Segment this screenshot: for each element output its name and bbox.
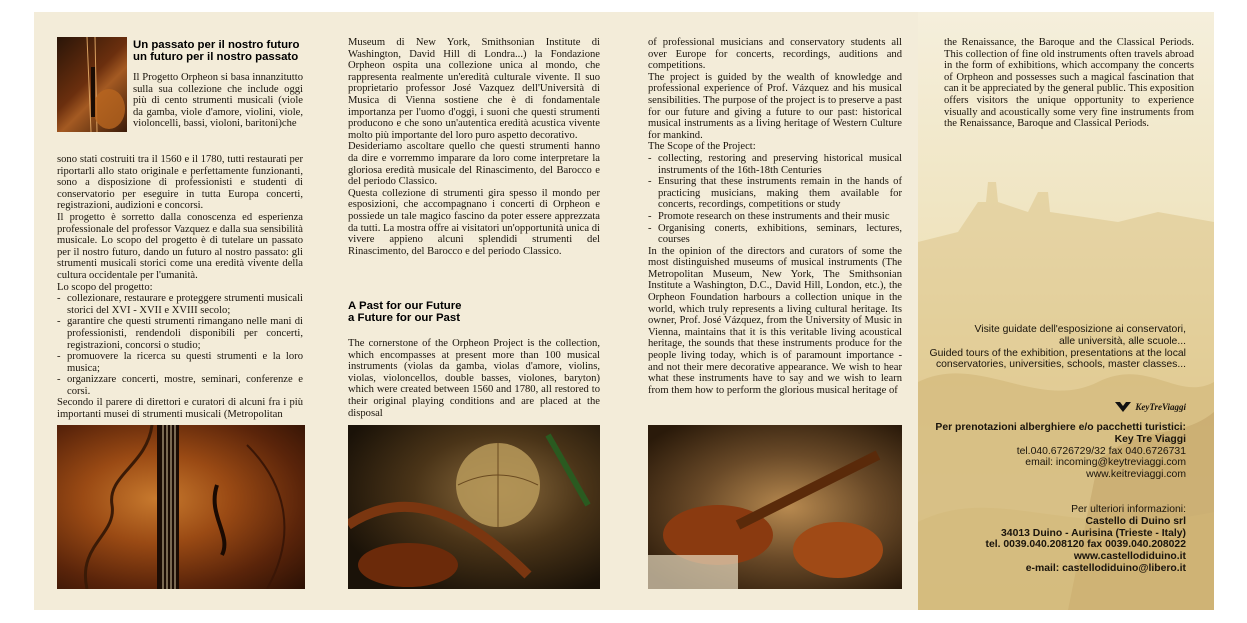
text-column — [57, 154, 303, 421]
tours-line: alle università, alle scuole... — [1058, 335, 1186, 347]
violin-photo — [57, 425, 305, 589]
logo-mark-icon — [1115, 402, 1131, 412]
logo-text: KeyTreViaggi — [1135, 402, 1186, 412]
paragraph: Questa collezione di strumenti gira spesso il mondo per esposizioni, che accompagnano i concerti di Orpheon e possiede un tale magico fascino da poter essere apprezzata da tutti. La mostra offre ai visitatori un'opportunità unica di vivere appieno alcuni splendidi strumenti del Rinascimento, del Barocco e del periodo Classico. — [348, 187, 600, 257]
heading-english — [348, 300, 600, 324]
paragraph: sono stati costruiti tra il 1560 e il 1780, tutti restaurati per riportarli allo stato originale e perfettamente funzionanti, sono a disposizione di professionisti e studenti di conservatorio per eseguire in tutta Europa concerti, registrazioni, audizioni e concorsi. — [57, 154, 303, 212]
list-item: - Ensuring that these instruments remain in the hands of practicing musicians, making them available for concerts, recordings, competitions or study — [648, 176, 902, 211]
panel-contacts — [918, 12, 1214, 610]
heading-line-2: un futuro per il nostro passato — [133, 51, 299, 63]
text-column — [648, 37, 902, 396]
booking-title: Per prenotazioni alberghiere e/o pacchetti turistici: — [935, 422, 1186, 433]
scope-list — [648, 153, 902, 246]
paragraph: Desideriamo ascoltare quello che questi strumenti hanno da dire e vorremmo imparare da loro come interpretare la gloriosa eredità musicale del Rinascimento, del Barocco e del periodo Classico. — [348, 141, 600, 188]
list-item: - garantire che questi strumenti rimangano nelle mani di professionisti, rendendoli disponibili per concerti, registrazioni, concorsi o studio; — [57, 316, 303, 351]
booking-name: Key Tre Viaggi — [1114, 433, 1186, 445]
booking-info — [916, 422, 1186, 481]
list-item: - organizzare concerti, mostre, seminari, conferenze e corsi. — [57, 374, 303, 397]
booking-website[interactable]: www.keitreviaggi.com — [1086, 469, 1186, 481]
info-website[interactable]: www.castellodiduino.it — [1073, 551, 1186, 563]
paragraph: of professional musicians and conservatory students all over Europe for concerts, recordings, auditions and competitions. — [648, 37, 902, 72]
violin-thumbnail — [57, 37, 127, 132]
key-tre-viaggi-logo — [1115, 402, 1186, 412]
list-item: - Organising conerts, exhibitions, seminars, lectures, courses — [648, 223, 902, 246]
castle-info — [916, 504, 1186, 575]
paragraph: Il progetto è sorretto dalla conoscenza ed esperienza professionale del professor Vazquez e dalla sua sensibilità musicale. Lo scopo del progetto è di tutelare un passato per il nostro futuro, dando un futuro al nostro passato: gli strumenti musicali storici come una eredità vivente della cultura occidentale per l'umanità. — [57, 211, 303, 281]
list-item: - Promote research on these instruments and their music — [648, 211, 902, 223]
booking-email[interactable]: email: incoming@keytreviaggi.com — [1025, 457, 1186, 469]
heading-line-1: A Past for our Future — [348, 300, 462, 312]
intro-paragraph: Il Progetto Orpheon si basa innanzitutto sulla sua collezione che include oggi più di cento strumenti musicali (viole da gamba, viole d'amore, violini, viole, violoncelli, bassi, violoni, baritoni)che — [133, 72, 303, 130]
scope-title: The Scope of the Project: — [648, 141, 756, 153]
heading-line-2: a Future for our Past — [348, 312, 461, 324]
paragraph: Museum di New York, Smithsonian Institute di Washington, David Hill di Londra...) la Fondazione Orpheon ospita una collezione unica al mondo, che rappresenta realmente un'eredità culturale vivente. Il suo proprietario professor José Vazquez dell'Università di Musica di Vienna sostiene che è di fondamentale importanza per l'uomo d'oggi, i suoni che questi strumenti producono e che sono un'autentica eredità acustica vivente molto più importante del loro puro aspetto decorativo. — [348, 37, 600, 141]
tours-line: Guided tours of the exhibition, presentations at the local — [929, 347, 1186, 359]
booking-phone: tel.040.6726729/32 fax 040.6726731 — [1016, 445, 1186, 457]
paragraph: In the opinion of the directors and curators of some the most distinguished museums of musical instruments (The Metropolitan Museum, New York, The Smithsonian Institute a Washington, D.C., David Hill, London, etc.), the Orpheon Foundation harbours a collection unique in the world, which truly represents a living cultural heritage. Its owner, Prof. José Vázquez, from the University of Music in Vienna, maintains that it is this veritable living acoustical heritage, the sounds that these instruments produce for the people living today, which is of paramount importance - and not their mere decorative appearance. We wish to hear what these instruments have to say and we wish to learn from them how to perform the glorious musical heritage of — [648, 245, 902, 396]
guided-tours — [916, 324, 1186, 371]
list-item: - collezionare, restaurare e proteggere strumenti musicali storici del XVI - XVII e XVIII secolo; — [57, 293, 303, 316]
text-column — [348, 37, 600, 257]
paragraph: Secondo il parere di direttori e curatori di alcuni fra i più importanti musei di strumenti musicali (Metropolitan — [57, 397, 303, 421]
info-address: 34013 Duino - Aurisina (Trieste - Italy) — [1001, 527, 1186, 539]
english-paragraph: The cornerstone of the Orpheon Project is the collection, which encompasses at present more than 100 musical instruments (violas da gamba, violas d'amore, violins, violas, violoncellos, double basses, violones, baryton) which were created between 1560 and 1780, all restored to their original playing conditions and are placed at the disposal — [348, 338, 600, 419]
info-phone: tel. 0039.040.208120 fax 0039.040.208022 — [985, 539, 1186, 551]
tours-line: conservatories, universities, schools, master classes... — [935, 359, 1186, 371]
paragraph: The project is guided by the wealth of knowledge and professional experience of Prof. Vázquez and his musical sensibilities. The purpose of the project is to preserve a past for our future and giving a future to our past: historical musical instruments as a living heritage of Western Culture for mankind. — [648, 71, 902, 141]
lute-instruments-photo — [648, 425, 902, 589]
panel-english — [622, 12, 918, 610]
scope-list — [57, 293, 303, 397]
globe-instruments-photo — [348, 425, 600, 589]
heading-italian — [133, 39, 323, 63]
info-email[interactable]: e-mail: castellodiduino@libero.it — [1025, 562, 1186, 574]
panel-italian-intro — [34, 12, 326, 610]
list-item: - promuovere la ricerca su questi strumenti e la loro musica; — [57, 351, 303, 374]
brochure-sheet — [34, 12, 1214, 610]
panel-italian-english — [326, 12, 622, 610]
tours-line: Visite guidate dell'esposizione ai conservatori, — [974, 324, 1186, 335]
info-title: Per ulteriori informazioni: — [1071, 504, 1186, 515]
scope-title: Lo scopo del progetto: — [57, 281, 153, 293]
info-name: Castello di Duino srl — [1085, 515, 1186, 527]
english-paragraph: the Renaissance, the Baroque and the Classical Periods. This collection of fine old instruments often travels abroad in the form of exhibitions, which accompany the concerts of Orpheon and possesses such a magical fascination that can it be appreciated by the general public. This exposition offers visitors the unique opportunity to experience visually and acoustically some very fine instruments from the Renaissance, Baroque and Classical Periods. — [944, 37, 1194, 130]
heading-line-1: Un passato per il nostro futuro — [133, 39, 300, 51]
list-item: - collecting, restoring and preserving historical musical instruments of the 16th-18th Centuries — [648, 153, 902, 176]
